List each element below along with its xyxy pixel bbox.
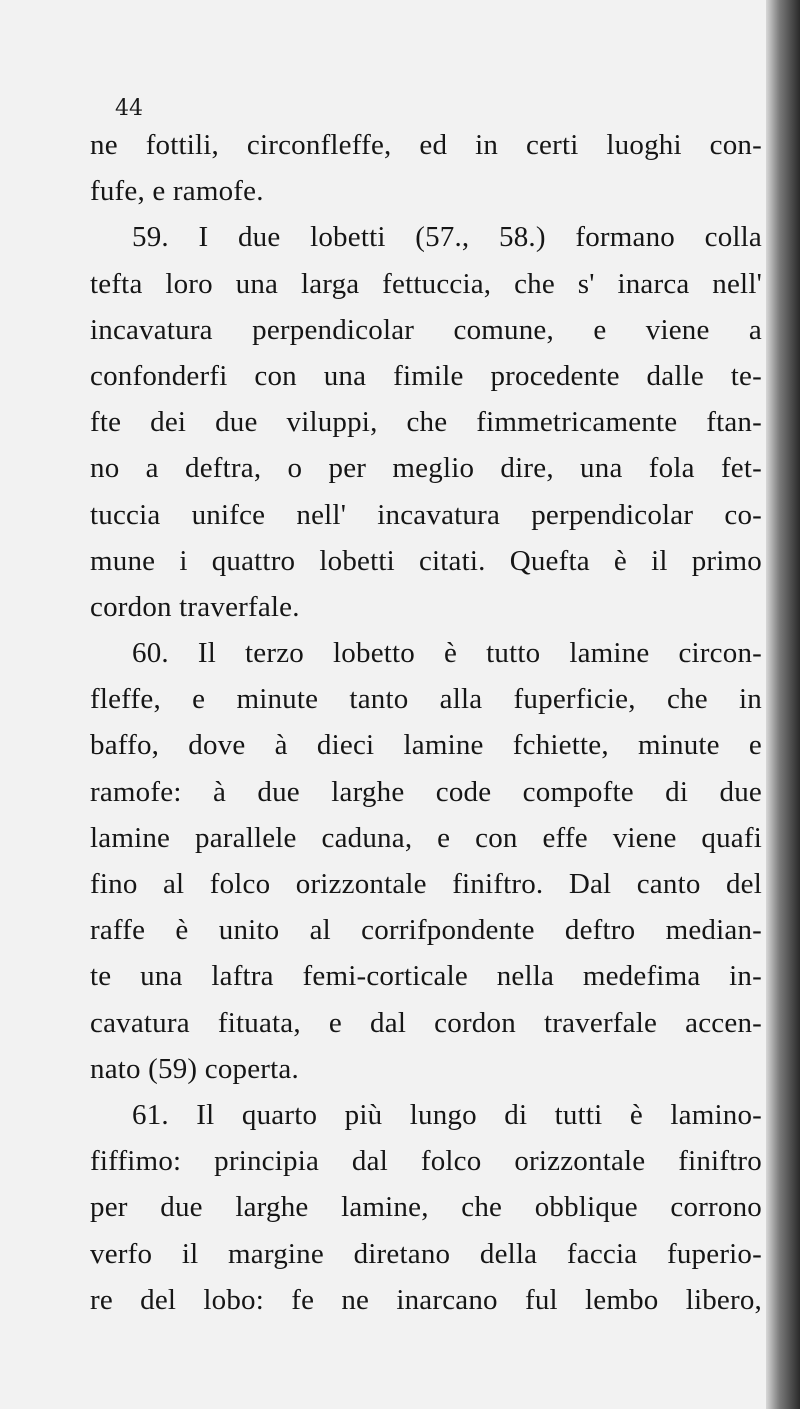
text-line: te una laftra femi-corticale nella medefima in- [90, 960, 762, 993]
text-line: ne fottili, circonfleffe, ed in certi luoghi con- [90, 129, 762, 161]
text-line: fte dei due viluppi, che fimmetricamente ftan- [90, 406, 762, 439]
text-line: lamine parallele caduna, e con effe viene quafi [90, 821, 762, 854]
text-line: per due larghe lamine, che obblique corrono [90, 1191, 762, 1224]
text-line: tuccia unifce nell' incavatura perpendicolar co- [90, 498, 762, 531]
text-line: re del lobo: fe ne inarcano ful lembo libero, [90, 1283, 762, 1316]
text-line: confonderfi con una fimile procedente dalle te- [90, 359, 762, 392]
text-line: fino al folco orizzontale finiftro. Dal canto del [90, 868, 762, 900]
text-line: verfo il margine diretano della faccia fuperio- [90, 1237, 762, 1270]
text-line: tefta loro una larga fettuccia, che s' inarca nell' [90, 267, 762, 300]
text-line: fiffimo: principia dal folco orizzontale finiftro [90, 1145, 762, 1178]
text-line: ramofe: à due larghe code compofte di due [90, 775, 762, 808]
page-number: 44 [115, 96, 143, 121]
text-line: raffe è unito al corrifpondente deftro median- [90, 914, 762, 947]
text-line: cavatura fituata, e dal cordon traverfale accen- [90, 1006, 762, 1039]
text-line: incavatura perpendicolar comune, e viene a [90, 313, 762, 346]
text-line: no a deftra, o per meglio dire, una fola fet- [90, 452, 762, 485]
paragraph-59-start: 59. I due lobetti (57., 58.) formano colla [132, 221, 762, 254]
paragraph-61-start: 61. Il quarto più lungo di tutti è lamino- [132, 1098, 762, 1131]
paragraph-60-start: 60. Il terzo lobetto è tutto lamine circon- [132, 637, 762, 670]
text-line: cordon traverfale. [90, 590, 300, 623]
text-line: nato (59) coperta. [90, 1052, 299, 1085]
text-line: mune i quattro lobetti citati. Quefta è il primo [90, 544, 762, 577]
page-gutter-shadow [766, 0, 800, 1409]
text-line: fleffe, e minute tanto alla fuperficie, che in [90, 683, 762, 716]
text-line: baffo, dove à dieci lamine fchiette, minute e [90, 729, 762, 762]
text-line: fufe, e ramofe. [90, 175, 264, 208]
body-text [90, 122, 762, 1323]
